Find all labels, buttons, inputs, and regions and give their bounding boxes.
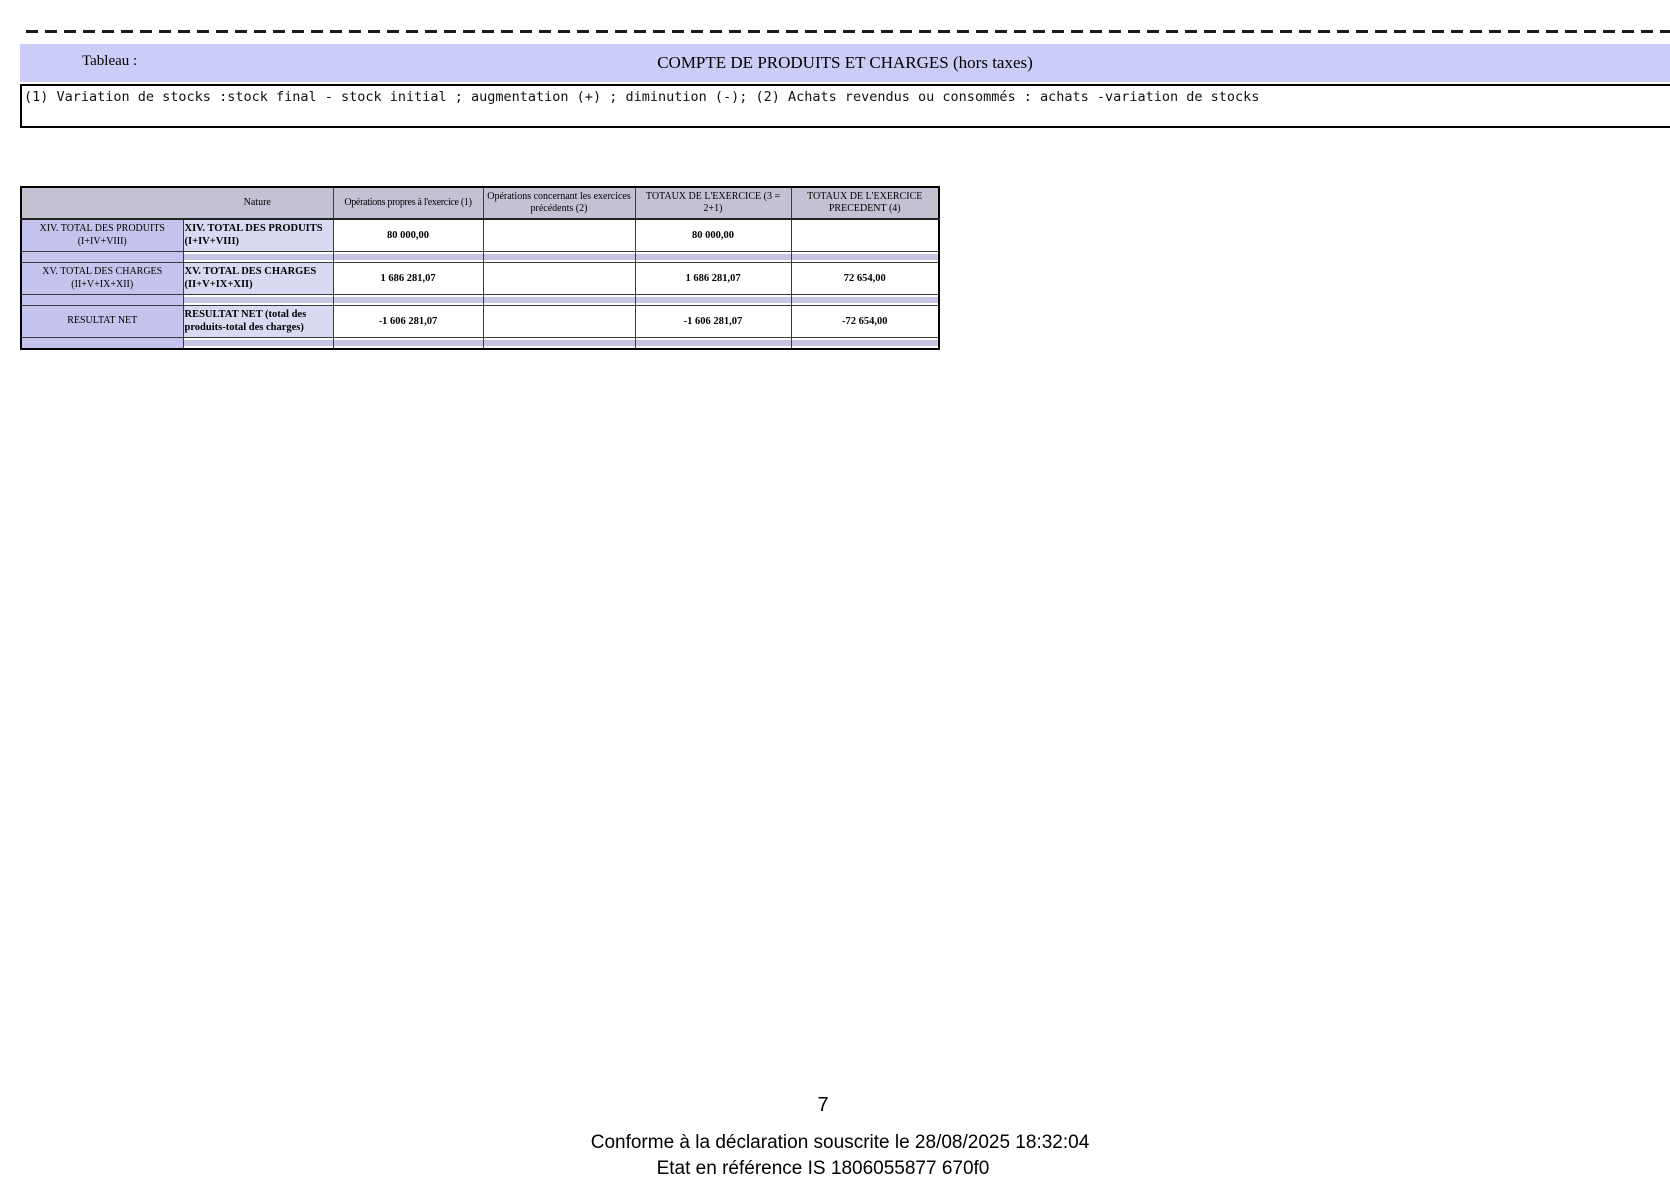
value-ops-exercice: 1 686 281,07 [333, 263, 483, 295]
value-ops-precedents [483, 219, 635, 252]
table-row-total-produits [21, 219, 939, 252]
value-totaux-exercice: 80 000,00 [635, 219, 791, 252]
value-totaux-precedent [791, 219, 939, 252]
nature-cell: XV. TOTAL DES CHARGES (II+V+IX+XII) [183, 263, 333, 295]
row-label: XIV. TOTAL DES PRODUITS (I+IV+VIII) [21, 219, 183, 252]
separator-row [21, 252, 939, 263]
header-totaux-precedent: TOTAUX DE L'EXERCICE PRECEDENT (4) [791, 187, 939, 219]
top-dashed-divider [26, 30, 1670, 33]
tableau-label: Tableau : [82, 53, 138, 69]
separator-row [21, 338, 939, 350]
table-row-resultat-net [21, 306, 939, 338]
value-totaux-exercice: 1 686 281,07 [635, 263, 791, 295]
value-ops-exercice: -1 606 281,07 [333, 306, 483, 338]
footnote-box [20, 84, 1670, 128]
table-title-banner [20, 44, 1670, 82]
page-number: 7 [817, 1094, 829, 1116]
value-ops-precedents [483, 263, 635, 295]
table-row-total-charges [21, 263, 939, 295]
row-label: XV. TOTAL DES CHARGES (II+V+IX+XII) [21, 263, 183, 295]
value-totaux-exercice: -1 606 281,07 [635, 306, 791, 338]
footnote-text: (1) Variation de stocks :stock final - stock initial ; augmentation (+) ; diminution (-); (2) Achats revendus ou consommés : achats -variation de stocks [24, 89, 1260, 105]
cpc-totals-table [20, 186, 940, 350]
conformity-statement: Conforme à la déclaration souscrite le 28/08/2025 18:32:04 [590, 1132, 1090, 1153]
header-operations-precedents: Opérations concernant les exercices précédents (2) [483, 187, 635, 219]
value-ops-exercice: 80 000,00 [333, 219, 483, 252]
header-totaux-exercice: TOTAUX DE L'EXERCICE (3 = 2+1) [635, 187, 791, 219]
row-label: RESULTAT NET [21, 306, 183, 338]
nature-cell: RESULTAT NET (total des produits-total des charges) [183, 306, 333, 338]
value-totaux-precedent: -72 654,00 [791, 306, 939, 338]
header-operations-exercice: Opérations propres à l'exercice (1) [333, 187, 483, 219]
value-ops-precedents [483, 306, 635, 338]
header-nature: Nature [21, 187, 333, 219]
page-title: COMPTE DE PRODUITS ET CHARGES (hors taxes) [657, 53, 1033, 72]
nature-cell: XIV. TOTAL DES PRODUITS (I+IV+VIII) [183, 219, 333, 252]
separator-row [21, 295, 939, 306]
reference-line-clipped: Etat en référence IS 1806055877 670f0 [656, 1158, 990, 1179]
table-header-row [21, 187, 939, 219]
value-totaux-precedent: 72 654,00 [791, 263, 939, 295]
